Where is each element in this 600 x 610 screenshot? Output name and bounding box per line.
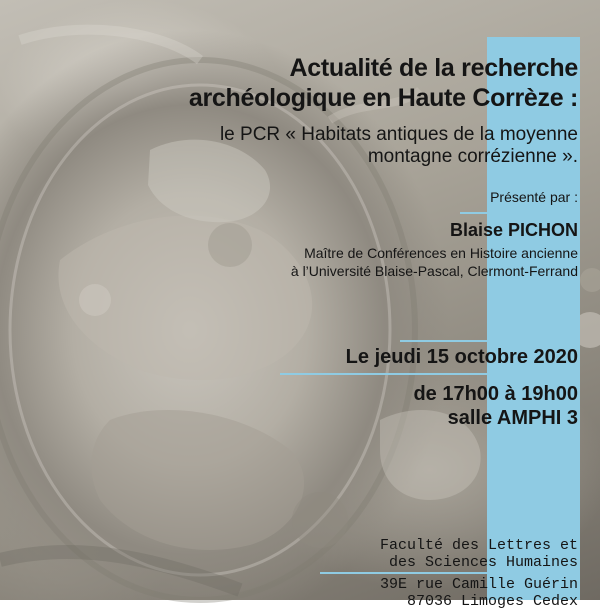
venue-line2: des Sciences Humaines	[388, 554, 578, 571]
event-subtitle-line1: le PCR « Habitats antiques de la moyenne	[219, 124, 578, 145]
venue-address-line2: 87036 Limoges Cedex	[406, 593, 578, 610]
event-time: de 17h00 à 19h00	[413, 383, 578, 405]
divider	[280, 373, 580, 375]
event-title-line1: Actualité de la recherche	[289, 54, 578, 82]
event-subtitle-line2: montagne corrézienne ».	[367, 146, 578, 167]
event-title-line2: archéologique en Haute Corrèze :	[188, 84, 578, 112]
venue-address-line1: 39E rue Camille Guérin	[379, 576, 578, 593]
accent-band	[487, 37, 580, 600]
divider	[460, 212, 580, 214]
presenter-name: Blaise PICHON	[449, 220, 578, 240]
venue-line1: Faculté des Lettres et	[379, 537, 578, 554]
divider	[320, 572, 580, 574]
event-room: salle AMPHI 3	[447, 407, 578, 429]
presenter-role-line2: à l’Université Blaise-Pascal, Clermont-Ferrand	[290, 263, 578, 279]
presenter-intro: Présenté par :	[490, 189, 578, 205]
presenter-role-line1: Maître de Conférences en Histoire ancienne	[304, 245, 578, 261]
divider	[400, 340, 580, 342]
event-date: Le jeudi 15 octobre 2020	[345, 346, 578, 368]
